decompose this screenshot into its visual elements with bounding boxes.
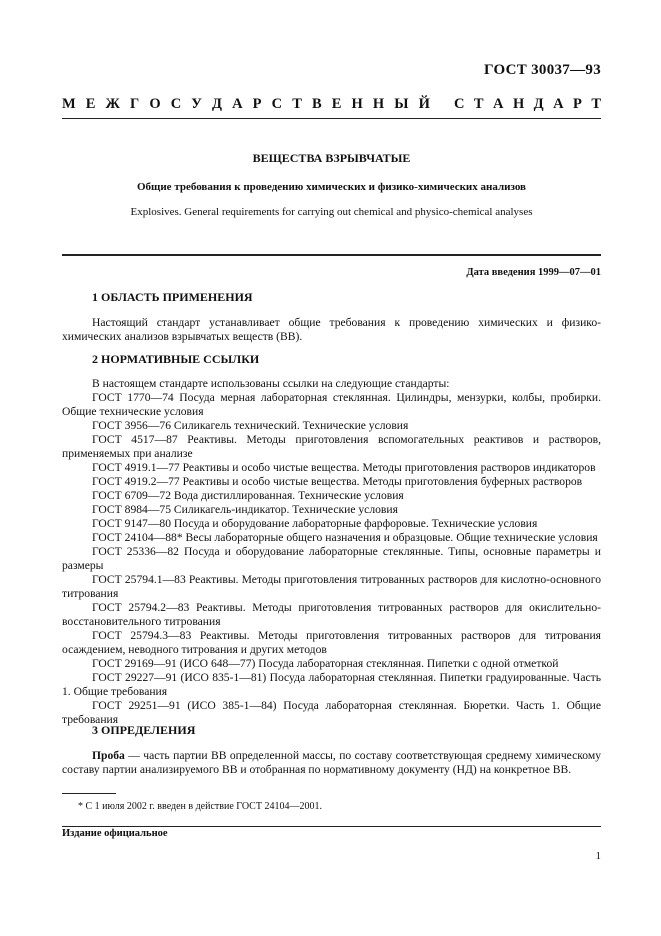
banner-letter: М bbox=[62, 96, 76, 112]
banner-letter: Н bbox=[372, 96, 385, 112]
reference-item: ГОСТ 4517—87 Реактивы. Методы приготовления вспомогательных реактивов и растворов, применяемых при анализе bbox=[62, 433, 601, 460]
reference-item: ГОСТ 4919.2—77 Реактивы и особо чистые вещества. Методы приготовления буферных растворов bbox=[92, 475, 583, 488]
banner-letter: Н bbox=[512, 96, 525, 112]
reference-item: ГОСТ 25336—82 Посуда и оборудование лабораторные стеклянные. Типы, основные параметры и размеры bbox=[62, 545, 601, 572]
reference-item: ГОСТ 29169—91 (ИСО 648—77) Посуда лабораторная стеклянная. Пипетки с одной отметкой bbox=[92, 657, 559, 670]
banner-letter: Т bbox=[591, 96, 601, 112]
reference-item: ГОСТ 25794.2—83 Реактивы. Методы приготовления титрованных растворов для окислительно-восстановительного титрования bbox=[62, 601, 601, 628]
reference-item: ГОСТ 3956—76 Силикагель технический. Технические условия bbox=[92, 419, 409, 432]
reference-item: ГОСТ 9147—80 Посуда и оборудование лабораторные фарфоровые. Технические условия bbox=[92, 517, 538, 530]
banner-letter: О bbox=[149, 96, 161, 112]
section-2-body bbox=[62, 377, 601, 727]
gost-number: ГОСТ 30037—93 bbox=[483, 62, 601, 78]
reference-item: ГОСТ 25794.1—83 Реактивы. Методы приготовления титрованных растворов для кислотно-основного титрования bbox=[62, 573, 601, 600]
footnote-rule bbox=[62, 793, 116, 794]
bottom-rule bbox=[62, 826, 601, 827]
interstate-standard-banner bbox=[62, 96, 601, 113]
header-rule bbox=[62, 118, 601, 119]
page-number: 1 bbox=[595, 850, 601, 862]
banner-letter: Й bbox=[418, 96, 430, 112]
banner-letter: С bbox=[170, 96, 182, 112]
banner-letter: Т bbox=[292, 96, 302, 112]
banner-letter: Р bbox=[252, 96, 262, 112]
banner-letter: Ы bbox=[394, 96, 409, 112]
reference-item: ГОСТ 4919.1—77 Реактивы и особо чистые вещества. Методы приготовления растворов индикаторов bbox=[92, 461, 596, 474]
banner-letter: В bbox=[311, 96, 322, 112]
banner-word-interstate bbox=[62, 96, 430, 113]
footnote: * С 1 июля 2002 г. введен в действие ГОСТ 24104—2001. bbox=[78, 801, 322, 812]
document-title-english: Explosives. General requirements for carrying out chemical and physico-chemical analyses bbox=[130, 206, 533, 218]
banner-letter: А bbox=[232, 96, 243, 112]
section-2-heading: 2 НОРМАТИВНЫЕ ССЫЛКИ bbox=[92, 352, 260, 366]
banner-letter: А bbox=[493, 96, 504, 112]
edition-label: Издание официальное bbox=[62, 828, 168, 839]
section-3-body bbox=[62, 749, 601, 777]
section-1-body bbox=[62, 316, 601, 344]
document-subtitle: Общие требования к проведению химических и физико-химических анализов bbox=[137, 181, 526, 193]
reference-item: ГОСТ 25794.3—83 Реактивы. Методы приготовления титрованных растворов для титрования осаждением, неводного титрования и других методов bbox=[62, 629, 601, 656]
banner-letter: Д bbox=[212, 96, 222, 112]
banner-letter: Е bbox=[85, 96, 96, 112]
banner-letter: Р bbox=[573, 96, 582, 112]
banner-letter: Д bbox=[533, 96, 544, 112]
reference-item: ГОСТ 6709—72 Вода дистиллированная. Технические условия bbox=[92, 489, 404, 502]
banner-letter: Г bbox=[129, 96, 140, 112]
banner-word-standard bbox=[454, 96, 601, 113]
section-1-heading: 1 ОБЛАСТЬ ПРИМЕНЕНИЯ bbox=[92, 290, 253, 304]
banner-letter: Т bbox=[473, 96, 484, 112]
section-1-text: Настоящий стандарт устанавливает общие требования к проведению химических и физико-химических анализов взрывчатых веществ (ВВ). bbox=[62, 316, 601, 343]
banner-letter: С bbox=[454, 96, 465, 112]
banner-letter: А bbox=[553, 96, 564, 112]
intro-date: Дата введения 1999—07—01 bbox=[466, 267, 601, 278]
document-title: ВЕЩЕСТВА ВЗРЫВЧАТЫЕ bbox=[252, 151, 411, 165]
banner-letter: Е bbox=[331, 96, 342, 112]
reference-item: ГОСТ 29251—91 (ИСО 385-1—84) Посуда лабораторная стеклянная. Бюретки. Часть 1. Общие требования bbox=[62, 699, 601, 726]
section-2-intro: В настоящем стандарте использованы ссылки на следующие стандарты: bbox=[92, 377, 450, 390]
banner-letter: Ж bbox=[105, 96, 120, 112]
banner-letter: С bbox=[271, 96, 283, 112]
reference-item: ГОСТ 8984—75 Силикагель-индикатор. Технические условия bbox=[92, 503, 398, 516]
definition-term: Проба bbox=[92, 749, 125, 762]
section-3-heading: 3 ОПРЕДЕЛЕНИЯ bbox=[92, 723, 196, 737]
definition-text: — часть партии ВВ определенной массы, по составу соответствующая среднему химическому составу партии анализируемого ВВ и отобранная по нормативному документу (НД) на конкретное ВВ. bbox=[62, 749, 601, 776]
reference-item: ГОСТ 1770—74 Посуда мерная лабораторная стеклянная. Цилиндры, мензурки, колбы, пробирки. Общие технические условия bbox=[62, 391, 601, 418]
reference-item: ГОСТ 24104—88* Весы лабораторные общего назначения и образцовые. Общие технические условия bbox=[92, 531, 598, 544]
banner-letter: Н bbox=[351, 96, 363, 112]
title-rule bbox=[62, 254, 601, 256]
definition-paragraph bbox=[62, 749, 601, 777]
reference-item: ГОСТ 29227—91 (ИСО 835-1—81) Посуда лабораторная стеклянная. Пипетки градуированные. Часть 1. Общие требования bbox=[62, 671, 601, 698]
banner-letter: У bbox=[191, 96, 202, 112]
